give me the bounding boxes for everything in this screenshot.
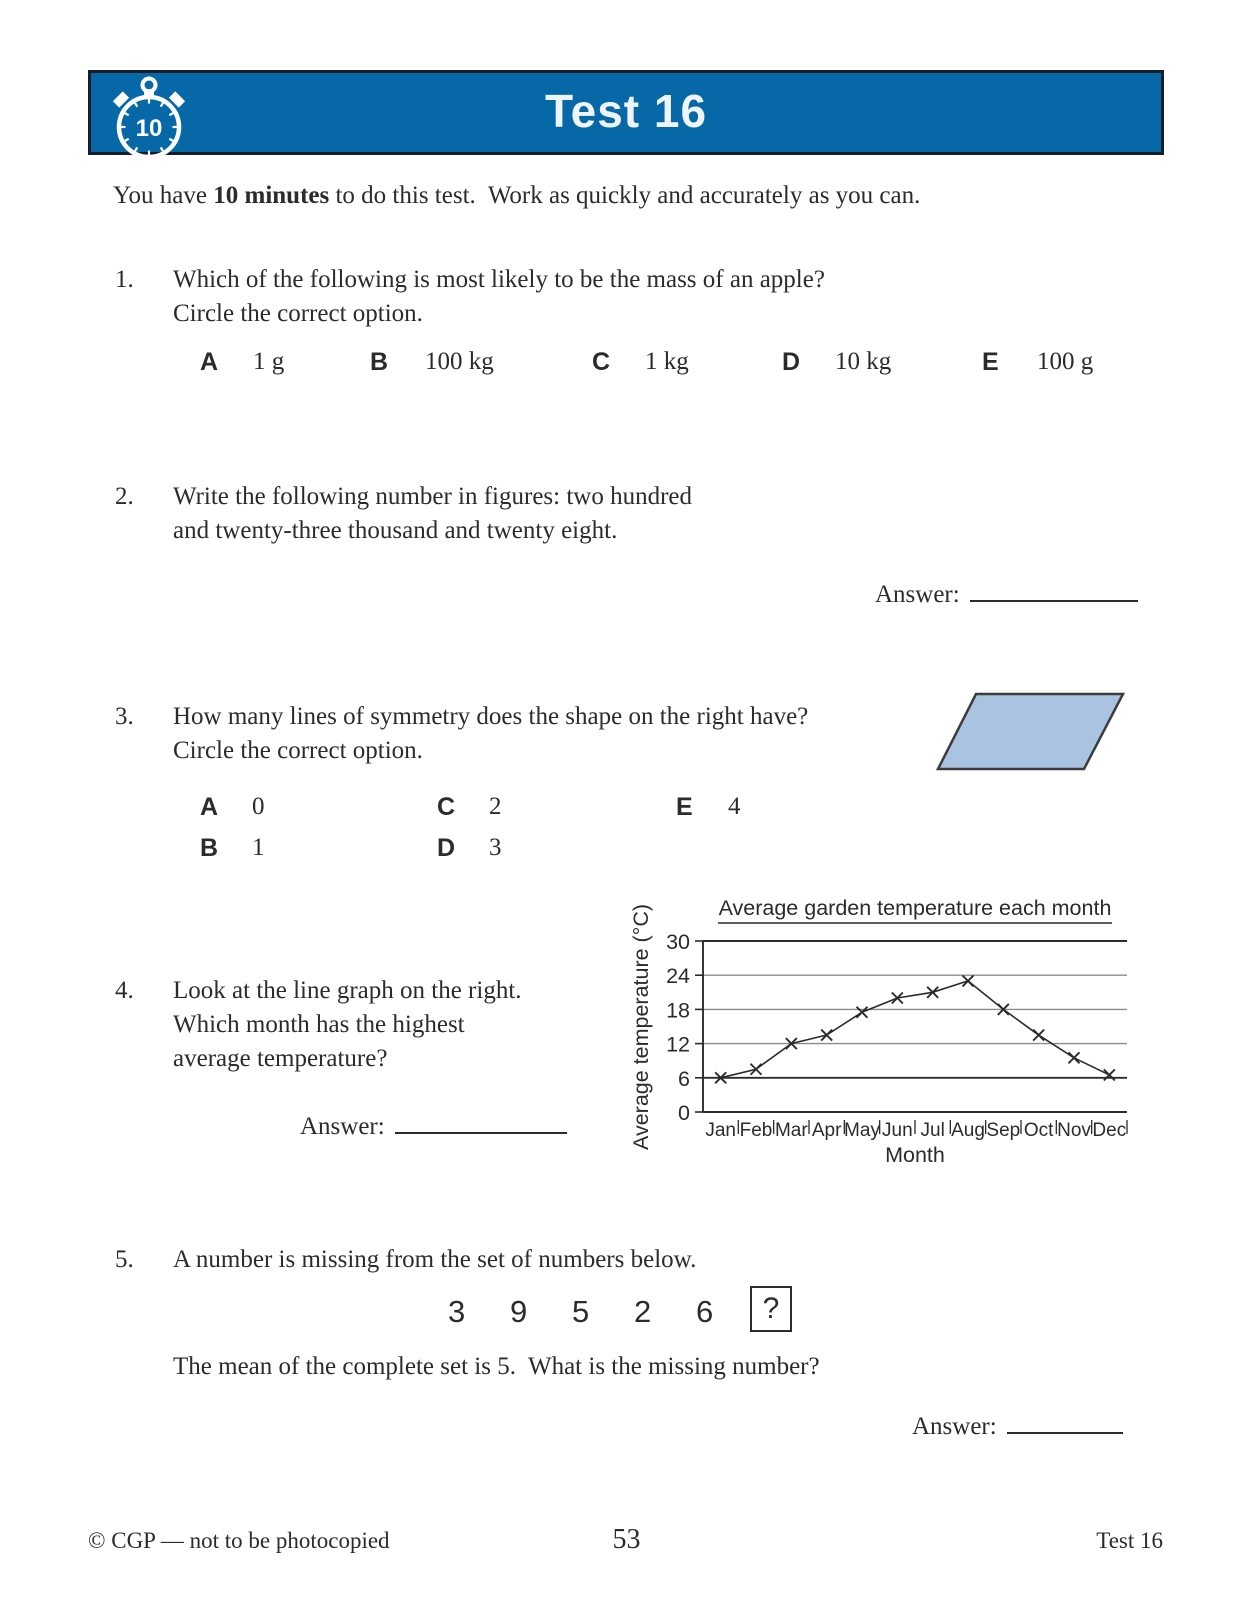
q1-option-c-letter[interactable]: C — [592, 348, 611, 376]
question-5-line1: A number is missing from the set of numbers below. — [173, 1246, 697, 1273]
q5-number-3: 5 — [572, 1294, 590, 1329]
svg-text:Month: Month — [885, 1143, 945, 1167]
svg-text:Aug: Aug — [951, 1120, 985, 1141]
question-2-line2: and twenty-three thousand and twenty eight. — [173, 517, 618, 544]
question-3-number: 3. — [115, 703, 134, 730]
question-1 — [115, 263, 825, 331]
question-5-line2: The mean of the complete set is 5. What is the missing number? — [173, 1353, 820, 1380]
q4-answer-label: Answer: — [300, 1113, 385, 1140]
q5-answer-row — [912, 1410, 1123, 1441]
svg-text:Dec: Dec — [1092, 1120, 1127, 1141]
q3-option-a-letter[interactable]: A — [200, 793, 219, 821]
q1-option-e-letter[interactable]: E — [982, 348, 999, 376]
question-4-line2: Which month has the highest — [173, 1011, 465, 1038]
q5-number-5: 6 — [696, 1294, 714, 1329]
svg-text:0: 0 — [678, 1101, 690, 1125]
svg-text:Feb: Feb — [739, 1120, 773, 1141]
q3-option-e-value[interactable]: 4 — [728, 793, 741, 820]
parallelogram-shape — [936, 692, 1126, 772]
question-3-line1: How many lines of symmetry does the shape on the right have? — [173, 703, 809, 730]
q3-option-b-value[interactable]: 1 — [252, 834, 265, 861]
q3-option-c-letter[interactable]: C — [437, 793, 456, 821]
q3-option-b-letter[interactable]: B — [200, 834, 219, 862]
q3-option-d-value[interactable]: 3 — [489, 834, 502, 861]
question-4-number: 4. — [115, 977, 134, 1004]
q4-answer-row — [300, 1110, 567, 1141]
question-5-number: 5. — [115, 1246, 134, 1273]
question-1-number: 1. — [115, 266, 134, 293]
timer-minutes: 10 — [135, 115, 163, 142]
question-4-line3: average temperature? — [173, 1045, 388, 1072]
svg-text:Apr: Apr — [811, 1120, 842, 1141]
question-2 — [115, 480, 692, 548]
q1-option-b-value[interactable]: 100 kg — [425, 348, 494, 375]
temperature-line-chart — [628, 890, 1143, 1182]
svg-text:6: 6 — [678, 1066, 690, 1091]
svg-text:24: 24 — [666, 964, 690, 989]
q3-option-c-value[interactable]: 2 — [489, 793, 502, 820]
intro-text — [113, 182, 920, 210]
question-2-line1: Write the following number in figures: two hundred — [173, 483, 693, 510]
q5-missing-number-box — [750, 1286, 792, 1332]
svg-text:Jul: Jul — [920, 1120, 945, 1141]
svg-text:Average garden temperature eac: Average garden temperature each month — [718, 896, 1112, 920]
question-5-continued — [115, 1350, 820, 1384]
q1-option-c-value[interactable]: 1 kg — [645, 348, 689, 375]
page-number: 53 — [612, 1524, 641, 1555]
q2-answer-label: Answer: — [875, 581, 960, 608]
q1-option-b-letter[interactable]: B — [370, 348, 389, 376]
copyright-notice: © CGP — not to be photocopied — [88, 1528, 390, 1553]
question-3 — [115, 700, 808, 768]
question-2-number: 2. — [115, 483, 134, 510]
q1-option-d-letter[interactable]: D — [782, 348, 801, 376]
svg-text:May: May — [844, 1120, 880, 1141]
svg-text:Oct: Oct — [1023, 1120, 1054, 1141]
q3-option-d-letter[interactable]: D — [437, 834, 456, 862]
test-banner — [88, 70, 1164, 155]
svg-text:18: 18 — [666, 998, 690, 1023]
question-1-line2: Circle the correct option. — [173, 300, 423, 327]
svg-text:30: 30 — [666, 930, 690, 954]
q3-option-e-letter[interactable]: E — [676, 793, 693, 821]
svg-text:Jun: Jun — [882, 1120, 913, 1141]
q1-option-e-value[interactable]: 100 g — [1037, 348, 1094, 375]
q2-answer-row — [875, 578, 1138, 609]
q5-number-1: 3 — [448, 1294, 466, 1329]
intro-pre: You have — [113, 182, 214, 209]
svg-text:Jan: Jan — [705, 1120, 736, 1141]
question-1-line1: Which of the following is most likely to be the mass of an apple? — [173, 266, 825, 293]
q1-option-a-letter[interactable]: A — [200, 348, 219, 376]
svg-text:Average temperature (°C): Average temperature (°C) — [629, 903, 653, 1151]
svg-text:12: 12 — [666, 1032, 690, 1057]
question-3-line2: Circle the correct option. — [173, 737, 423, 764]
q5-missing-mark: ? — [762, 1292, 780, 1325]
q5-answer-blank[interactable] — [1007, 1410, 1123, 1434]
q5-number-2: 9 — [510, 1294, 528, 1329]
q5-number-4: 2 — [634, 1294, 652, 1329]
page-title: Test 16 — [544, 84, 708, 137]
question-5 — [115, 1243, 696, 1277]
q3-option-a-value[interactable]: 0 — [252, 793, 265, 820]
q1-option-d-value[interactable]: 10 kg — [835, 348, 892, 375]
q1-option-a-value[interactable]: 1 g — [253, 348, 285, 375]
q5-answer-label: Answer: — [912, 1413, 997, 1440]
question-4 — [115, 974, 522, 1076]
intro-bold: 10 minutes — [213, 182, 330, 209]
q4-answer-blank[interactable] — [395, 1110, 567, 1134]
footer-test-label: Test 16 — [1096, 1528, 1163, 1553]
question-4-line1: Look at the line graph on the right. — [173, 977, 522, 1004]
intro-post: to do this test. Work as quickly and accurately as you can. — [329, 182, 921, 209]
svg-text:Nov: Nov — [1057, 1120, 1091, 1141]
svg-text:Sep: Sep — [986, 1120, 1021, 1141]
q2-answer-blank[interactable] — [970, 578, 1138, 602]
svg-text:Mar: Mar — [774, 1120, 808, 1141]
